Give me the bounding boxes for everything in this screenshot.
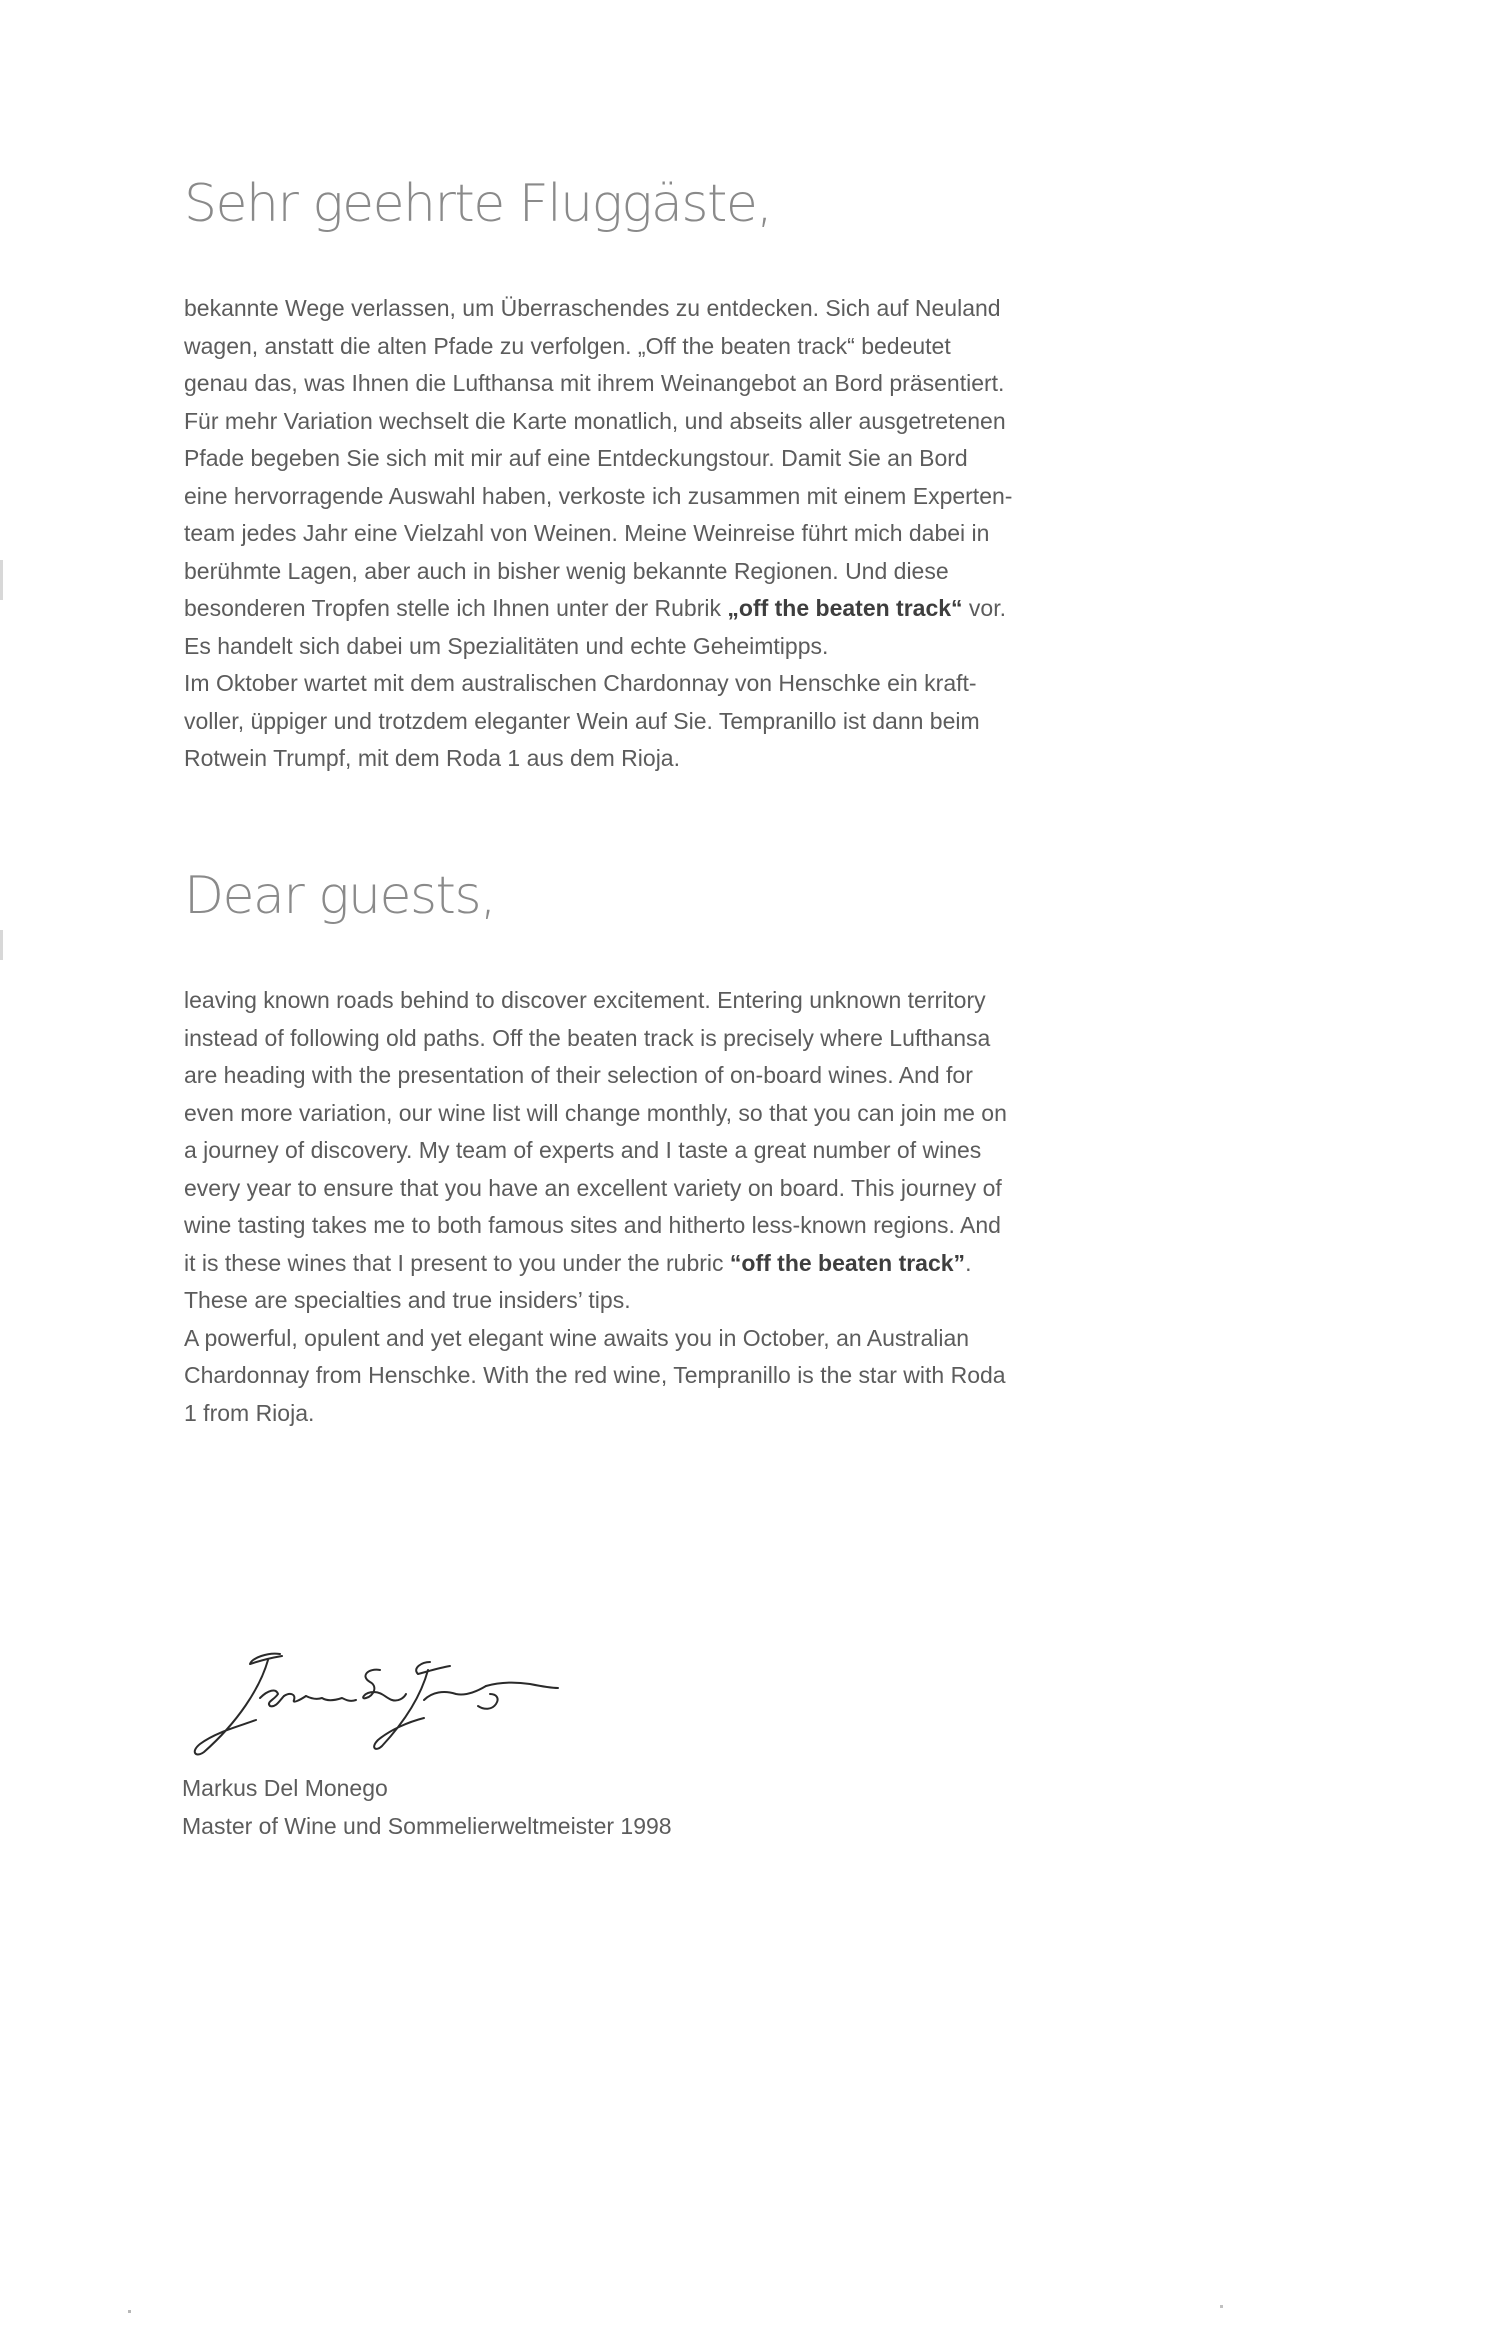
german-line-2: wagen, anstatt die alten Pfade zu verfolgen. „Off the beaten track“ bedeutet (184, 332, 951, 359)
german-line-9 (184, 590, 1084, 628)
english-line-10: A powerful, opulent and yet elegant wine awaits you in October, an Australian (184, 1324, 970, 1351)
scan-edge-mark (0, 560, 3, 600)
german-rubric-emphasis: „off the beaten track“ (727, 595, 963, 621)
english-line-3: are heading with the presentation of their selection of on-board wines. And for (184, 1062, 973, 1088)
german-line-13: Rotwein Trumpf, mit dem Roda 1 aus dem Rioja. (184, 745, 680, 771)
english-line-4: even more variation, our wine list will change monthly, so that you can join me on (184, 1099, 1007, 1126)
german-line-8: berühmte Lagen, aber auch in bisher wenig bekannte Regionen. Und diese (184, 557, 949, 584)
german-line-9-start: besonderen Tropfen stelle ich Ihnen unter der Rubrik (184, 595, 728, 621)
scan-edge-mark (0, 930, 3, 960)
english-line-12: 1 from Rioja. (184, 1399, 315, 1426)
german-line-1: bekannte Wege verlassen, um Überraschendes zu entdecken. Sich auf Neuland (184, 295, 1001, 321)
signer-name: Markus Del Monego (182, 1775, 388, 1801)
english-heading: Dear guests, (184, 866, 496, 926)
german-line-4: Für mehr Variation wechselt die Karte monatlich, und abseits aller ausgetretenen (184, 407, 1006, 434)
english-line-8-end: . (965, 1249, 972, 1276)
english-line-6: every year to ensure that you have an excellent variety on board. This journey of (184, 1174, 1002, 1201)
english-line-9: These are specialties and true insiders’ tips. (184, 1287, 631, 1313)
german-line-5: Pfade begeben Sie sich mit mir auf eine Entdeckungstour. Damit Sie an Bord (184, 445, 968, 471)
english-line-11: Chardonnay from Henschke. With the red wine, Tempranillo is the star with Roda (184, 1362, 1006, 1388)
english-body (184, 982, 1084, 1432)
english-line-7: wine tasting takes me to both famous sites and hitherto less-known regions. And (184, 1212, 1001, 1238)
german-heading: Sehr geehrte Fluggäste, (184, 174, 772, 234)
german-line-12: voller, üppiger und trotzdem eleganter Wein auf Sie. Tempranillo ist dann beim (184, 707, 980, 734)
german-line-6: eine hervorragende Auswahl haben, verkoste ich zusammen mit einem Experten- (184, 482, 1013, 509)
english-line-8 (184, 1245, 1084, 1283)
english-line-8-start: it is these wines that I present to you under the rubric (184, 1249, 730, 1276)
handwritten-signature (160, 1640, 560, 1760)
english-rubric-emphasis: “off the beaten track” (729, 1249, 966, 1276)
german-line-11: Im Oktober wartet mit dem australischen Chardonnay von Henschke ein kraft- (184, 670, 977, 696)
german-line-9-end: vor. (962, 595, 1007, 621)
english-line-2: instead of following old paths. Off the beaten track is precisely where Lufthansa (184, 1024, 991, 1051)
signer-block (182, 1770, 672, 1845)
german-line-7: team jedes Jahr eine Vielzahl von Weinen. Meine Weinreise führt mich dabei in (184, 520, 990, 546)
scan-speck (128, 2310, 131, 2313)
german-body (184, 290, 1084, 778)
german-line-3: genau das, was Ihnen die Lufthansa mit ihrem Weinangebot an Bord präsentiert. (184, 370, 1005, 396)
english-line-5: a journey of discovery. My team of experts and I taste a great number of wines (184, 1137, 982, 1163)
scan-speck (1220, 2305, 1223, 2308)
german-line-10: Es handelt sich dabei um Spezialitäten und echte Geheimtipps. (184, 632, 829, 659)
signer-title: Master of Wine und Sommelierweltmeister 1998 (182, 1812, 672, 1839)
english-line-1: leaving known roads behind to discover excitement. Entering unknown territory (184, 987, 986, 1013)
